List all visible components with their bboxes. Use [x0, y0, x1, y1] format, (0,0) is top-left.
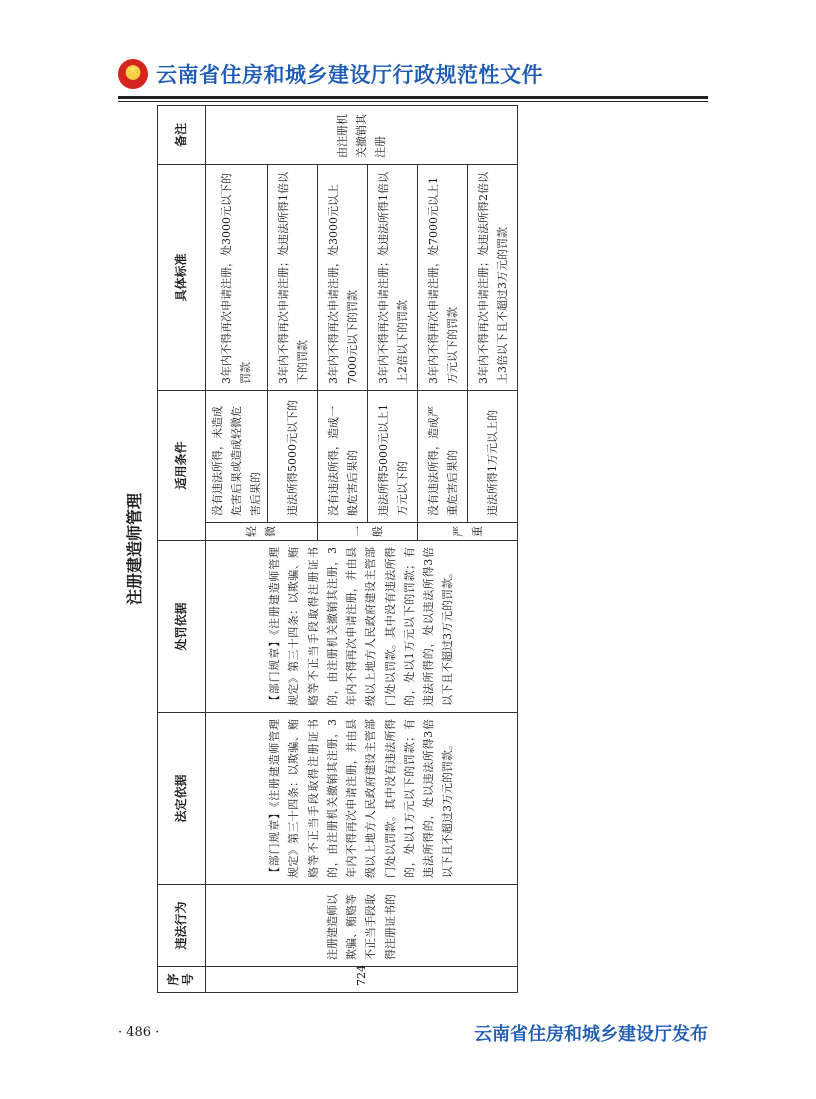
cell-seq: 724	[205, 967, 518, 993]
cond-cell: 没有违法所得，造成一般危害后果的	[318, 391, 368, 523]
publisher-footer: 云南省住房和城乡建设厅发布	[474, 1024, 708, 1045]
cell-penalty: 【部门规章】《注册建造师管理规定》第三十四条：以欺骗、贿赂等不正当手段取得注册证书的，由注册机关撤销其注册，3年内不得再次申请注册，并由县级以上地方人民政府建设主管部门处以罚款。其中没有违法所得的，处以1万元以下的罚款；有违法所得的，处以违法所得3倍以下且不超过3万元的罚款。	[205, 541, 518, 713]
header-remark: 备注	[157, 105, 205, 164]
header-law: 法定依据	[157, 713, 205, 885]
page-header	[118, 56, 543, 92]
cond-cell: 没有违法所得，造成严重危害后果的	[418, 391, 468, 523]
cell-act: 注册建造师以欺骗、贿赂等不正当手段取得注册证书的	[205, 885, 518, 967]
header-rule	[118, 96, 708, 99]
header-std: 具体标准	[157, 165, 205, 391]
header-penalty: 处罚依据	[157, 541, 205, 713]
cond-cell: 违法所得5000元以上1万元以下的	[368, 391, 418, 523]
level-serious: 严重	[418, 523, 518, 541]
header-seq: 序号	[157, 967, 205, 993]
std-cell: 3年内不得再次申请注册，处7000元以上1万元以下的罚款	[418, 165, 468, 391]
table-caption: 注册建造师管理	[124, 492, 144, 605]
rotated-table-wrapper	[113, 106, 507, 993]
level-general: 一般	[318, 523, 418, 541]
header-rule-thin	[118, 101, 708, 102]
std-cell: 3年内不得再次申请注册；处违法所得1倍以上2倍以下的罚款	[368, 165, 418, 391]
header-title: 云南省住房和城乡建设厅行政规范性文件	[156, 63, 543, 87]
header-cond: 适用条件	[157, 391, 205, 541]
std-cell: 3年内不得再次申请注册，处3000元以上7000元以下的罚款	[318, 165, 368, 391]
cond-cell: 违法所得5000元以下的	[268, 391, 318, 523]
cell-remark: 由注册机关撤销其注册	[205, 105, 518, 164]
national-emblem-icon	[118, 59, 148, 89]
level-minor: 轻微	[205, 523, 318, 541]
std-cell: 3年内不得再次申请注册；处违法所得2倍以上3倍以下且不超过3万元的罚款	[468, 165, 518, 391]
std-cell: 3年内不得再次申请注册；处违法所得1倍以下的罚款	[268, 165, 318, 391]
penalty-table	[113, 105, 518, 993]
cond-cell: 没有违法所得，未造成危害后果或造成轻微危害后果的	[205, 391, 268, 523]
cond-cell: 违法所得1万元以上的	[468, 391, 518, 523]
page-number: · 486 ·	[118, 1025, 160, 1040]
std-cell: 3年内不得再次申请注册，处3000元以下的罚款	[205, 165, 268, 391]
header-act: 违法行为	[157, 885, 205, 967]
cell-law: 【部门规章】《注册建造师管理规定》第三十四条：以欺骗、贿赂等不正当手段取得注册证书的，由注册机关撤销其注册，3年内不得再次申请注册，并由县级以上地方人民政府建设主管部门处以罚款。其中没有违法所得的，处以1万元以下的罚款；有违法所得的，处以违法所得3倍以下且不超过3万元的罚款。	[205, 713, 518, 885]
